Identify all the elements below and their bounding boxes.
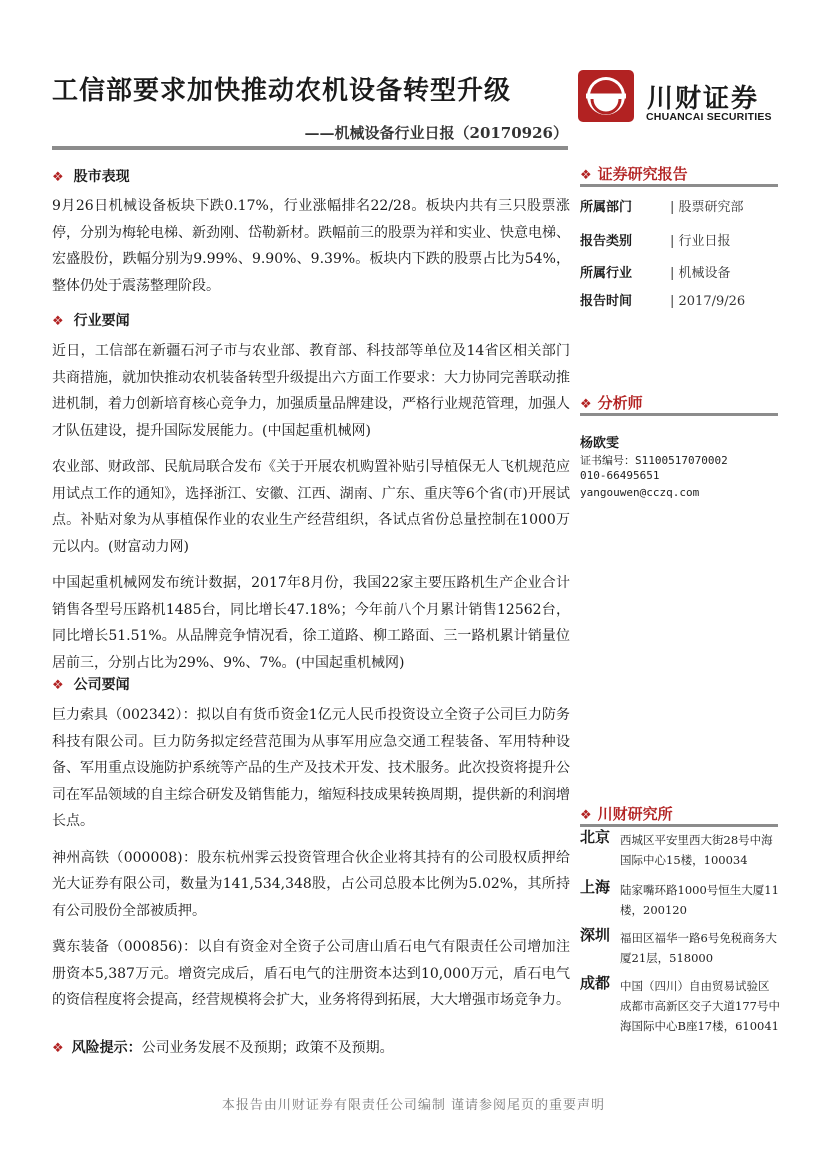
risk-warning	[52, 1037, 394, 1057]
risk-label: 风险提示：	[71, 1040, 142, 1056]
office-city: 成都	[580, 974, 611, 992]
report-info-heading: ❖ 证券研究报告	[580, 165, 688, 183]
paragraph: 巨力索具（002342）：拟以自有货币资金1亿元人民币投资设立全资子公司巨力防务科技有限公司。巨力防务拟定经营范围为从事军用应急交通工程装备、军用特种设备、军用重点设施防护系统等产品的生产及技术开发、技术服务。此次投资将提升公司在军品领域的自主综合研发及销售能力，缩短科技成果转换周期，提供新的利润增长点。	[52, 707, 570, 829]
analyst-email[interactable]: yangouwen@cczq.com	[580, 486, 700, 499]
analyst-phone: 010-66495651	[580, 469, 660, 482]
office-city: 上海	[580, 878, 611, 896]
paragraph: 9月26日机械设备板块下跌0.17%，行业涨幅排名22/28。板块内共有三只股票涨停，分别为梅轮电梯、新劲刚、岱勒新材。跌幅前三的股票为祥和实业、快意电梯、宏盛股份，跌幅分别为9.99%、9.90%、9.39%。板块内下跌的股票占比为54%，整体仍处于震荡整理阶段。	[52, 198, 570, 294]
office-city: 北京	[580, 828, 611, 846]
diamond-bullet-icon: ❖	[52, 1041, 64, 1056]
sidebar-divider	[580, 413, 778, 416]
diamond-bullet-icon: ❖	[52, 170, 64, 185]
info-row-industry: 所属行业 | 机械设备	[580, 266, 731, 281]
institute-heading: ❖ 川财研究所	[580, 805, 673, 823]
logo-brand-en: CHUANCAI SECURITIES	[646, 111, 772, 123]
risk-text: 公司业务发展不及预期；政策不及预期。	[141, 1040, 394, 1056]
footer-disclaimer: 本报告由川财证券有限责任公司编制 谨请参阅尾页的重要声明	[221, 1098, 606, 1113]
paragraph: 冀东装备（000856)：以自有资金对全资子公司唐山盾石电气有限责任公司增加注册资本5,387万元。增资完成后，盾石电气的注册资本达到10,000万元，盾石电气的资信程度将会提高，经营规模将会扩大，业务将得到拓展，大大增强市场竞争力。	[52, 939, 570, 1008]
paragraph: 近日，工信部在新疆石河子市与农业部、教育部、科技部等单位及14省区相关部门共商措施，就加快推动农机装备转型升级提出六方面工作要求：大力协同完善联动推进机制，着力创新培育核心竞争力，加强质量品牌建设，严格行业规范管理，加强人才队伍建设，提升国际发展能力。(中国起重机械网)	[52, 343, 570, 439]
logo-brand-cn: 川财证券	[647, 84, 760, 114]
company-section-body	[52, 702, 570, 1014]
office-address: 西城区平安里西大街28号中海国际中心15楼，100034	[620, 833, 773, 867]
paragraph: 农业部、财政部、民航局联合发布《关于开展农机购置补贴引导植保无人飞机规范应用试点工作的通知》，选择浙江、安徽、江西、湖南、广东、重庆等6个省(市)开展试点。补贴对象为从事植保作业的农业生产经营组织，各试点省份总量控制在1000万元以内。(财富动力网)	[52, 459, 570, 555]
section-heading-company: ❖ 公司要闻	[52, 677, 130, 693]
analyst-heading: ❖ 分析师	[580, 394, 643, 412]
office-address: 陆家嘴环路1000号恒生大厦11楼，200120	[620, 883, 779, 917]
paragraph: 神州高铁（000008)：股东杭州霁云投资管理合伙企业将其持有的公司股权质押给光大证券有限公司，数量为141,534,348股，占公司总股本比例为5.02%，其所持有公司股份全部被质押。	[52, 849, 570, 919]
info-row-department: 所属部门 | 股票研究部	[580, 200, 744, 215]
sidebar-divider	[580, 184, 778, 187]
report-title: 工信部要求加快推动农机设备转型升级	[52, 76, 512, 106]
paragraph: 中国起重机械网发布统计数据，2017年8月份，我国22家主要压路机生产企业合计销售各型号压路机1485台，同比增长47.18%；今年前八个月累计销售12562台，同比增长51.51%。从品牌竞争情况看，徐工道路、柳工路面、三一路机累计销量位居前三，分别占比为29%、9%、7%。(中国起重机械网)	[52, 575, 570, 671]
diamond-bullet-icon: ❖	[580, 168, 592, 183]
office-city: 深圳	[580, 926, 611, 944]
report-subtitle: ——机械设备行业日报（20170926）	[304, 124, 568, 142]
office-address: 中国（四川）自由贸易试验区成都市高新区交子大道177号中海国际中心B座17楼，610041	[620, 979, 780, 1033]
market-section-body	[52, 193, 570, 299]
diamond-bullet-icon: ❖	[52, 314, 64, 329]
diamond-bullet-icon: ❖	[580, 397, 592, 412]
info-row-category: 报告类别 | 行业日报	[580, 234, 731, 249]
chuancai-logo-icon	[578, 70, 634, 122]
section-heading-industry: ❖ 行业要闻	[52, 313, 130, 329]
office-address: 福田区福华一路6号免税商务大厦21层，518000	[620, 931, 777, 965]
header-divider	[52, 146, 568, 150]
info-row-date: 报告时间 | 2017/9/26	[580, 294, 746, 309]
diamond-bullet-icon: ❖	[580, 808, 592, 823]
analyst-name: 杨欧雯	[580, 436, 620, 451]
industry-section-body	[52, 338, 570, 676]
section-heading-market: ❖ 股市表现	[52, 169, 130, 185]
analyst-cert: 证书编号：S1100517070002	[580, 454, 728, 467]
diamond-bullet-icon: ❖	[52, 678, 64, 693]
